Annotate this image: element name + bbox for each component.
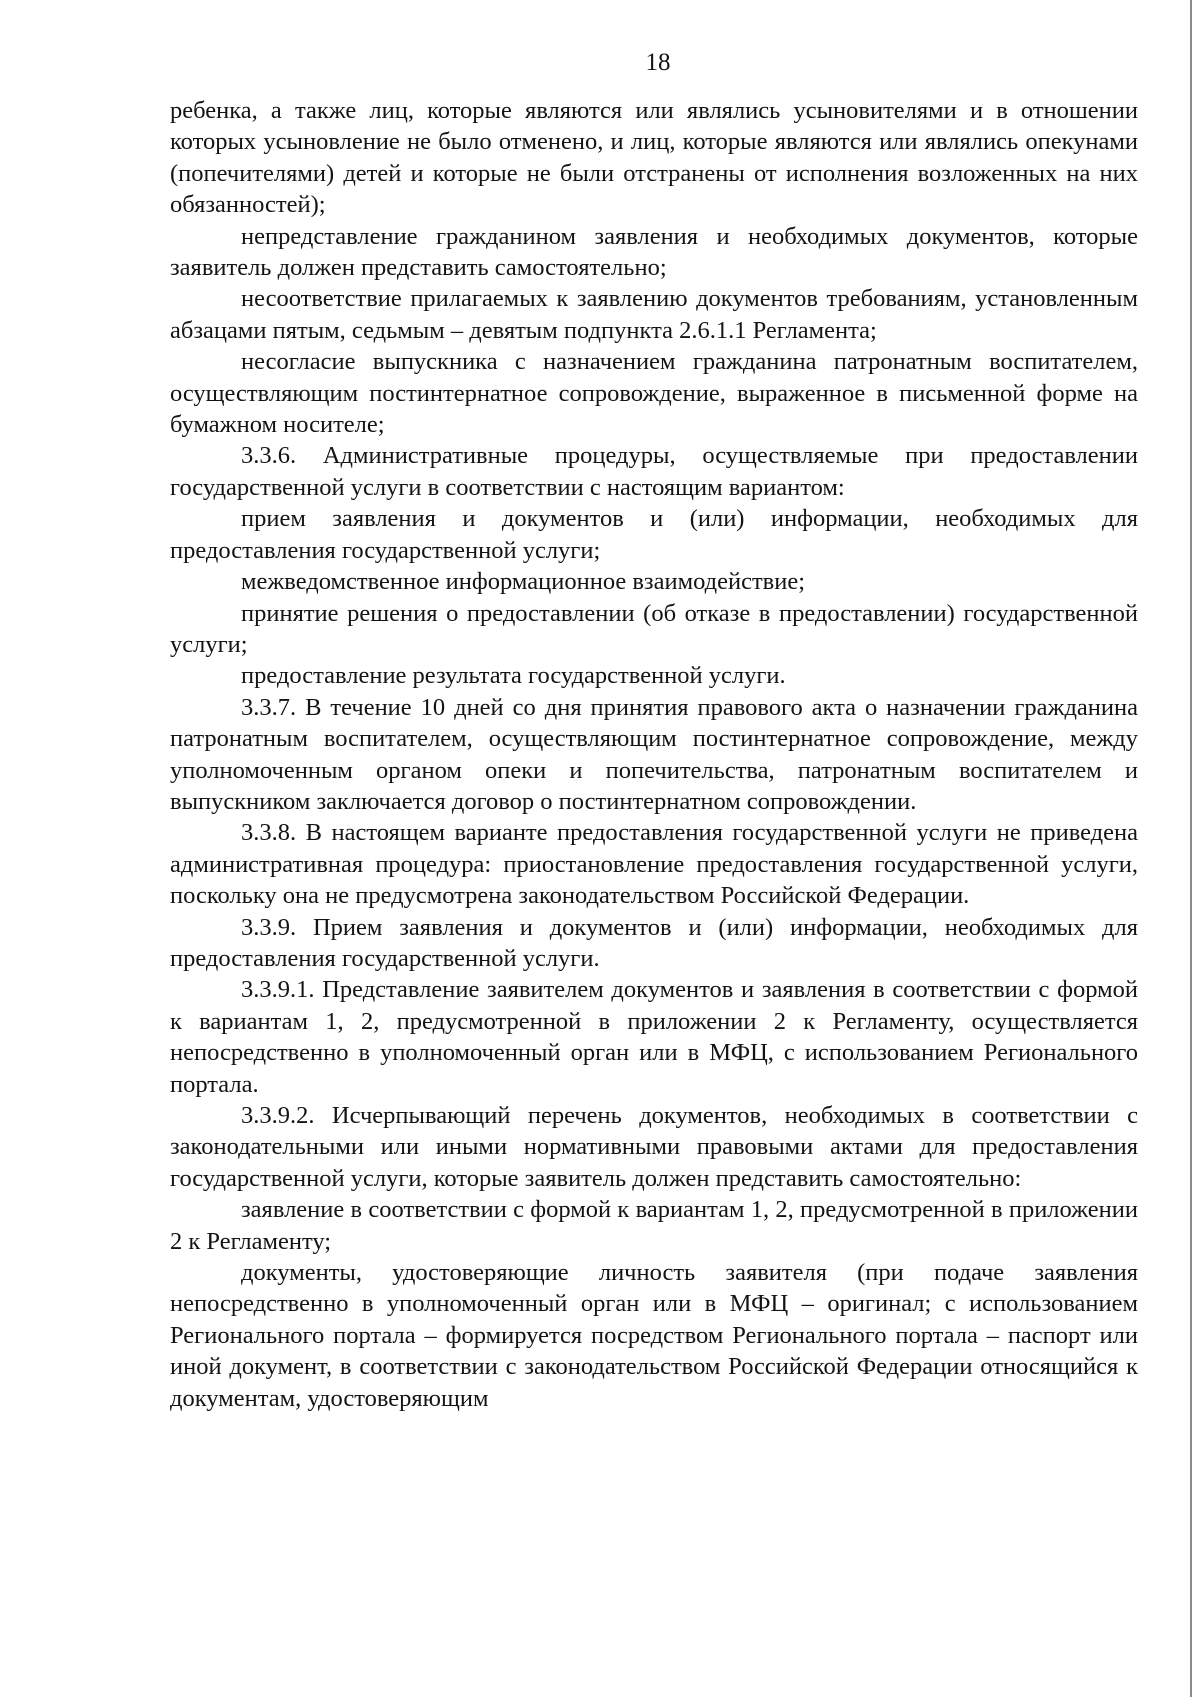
paragraph-3-3-8: 3.3.8. В настоящем варианте предоставления государственной услуги не приведена административная процедура: приостановление предоставления государственной услуги, поскольку она не предусмотрена законодательством Российской Федерации.	[170, 819, 1138, 910]
paragraph-3-3-7: 3.3.7. В течение 10 дней со дня принятия правового акта о назначении гражданина патронатным воспитателем, осуществляющим постинтернатное сопровождение, между уполномоченным органом опеки и попечительства, патронатным воспитателем и выпускником заключается договор о постинтернатном сопровождении.	[170, 693, 1138, 815]
paragraph-refusal-noncompliance: несоответствие прилагаемых к заявлению документов требованиям, установленным абзацами пятым, седьмым – девятым подпункта 2.6.1.1 Регламента;	[170, 285, 1138, 344]
page-number: 18	[645, 49, 671, 76]
document-body	[170, 95, 1138, 1414]
paragraph-refusal-no-documents: непредставление гражданином заявления и необходимых документов, которые заявитель должен представить самостоятельно;	[170, 222, 1138, 282]
paragraph-3-3-9-2: 3.3.9.2. Исчерпывающий перечень документов, необходимых в соответствии с законодательными или иными нормативными правовыми актами для предоставления государственной услуги, которые заявитель должен представить самостоятельно:	[170, 1102, 1138, 1192]
paragraph-document-application: заявление в соответствии с формой к вариантам 1, 2, предусмотренной в приложении 2 к Регламенту;	[170, 1196, 1138, 1255]
paragraph-document-identity: документы, удостоверяющие личность заявителя (при подаче заявления непосредственно в уполномоченный орган или в МФЦ – оригинал; с использованием Регионального портала – формируется посредством Регионального портала – паспорт или иной документ, в соответствии с законодательством Российской Федерации относящийся к документам, удостоверяющим	[170, 1259, 1138, 1412]
page-edge-line	[1190, 0, 1192, 1697]
paragraph-3-3-9: 3.3.9. Прием заявления и документов и (или) информации, необходимых для предоставления государственной услуги.	[170, 913, 1138, 972]
paragraph-procedure-result: предоставление результата государственной услуги.	[241, 662, 786, 690]
paragraph-procedure-decision: принятие решения о предоставлении (об отказе в предоставлении) государственной услуги;	[170, 599, 1138, 658]
paragraph-3-3-9-1: 3.3.9.1. Представление заявителем документов и заявления в соответствии с формой к вариантам 1, 2, предусмотренной в приложении 2 к Регламенту, осуществляется непосредственно в уполномоченный орган или в МФЦ, с использованием Регионального портала.	[170, 976, 1138, 1098]
paragraph-3-3-6: 3.3.6. Административные процедуры, осуществляемые при предоставлении государственной услуги в соответствии с настоящим вариантом:	[170, 442, 1138, 501]
paragraph-procedure-interagency: межведомственное информационное взаимодействие;	[241, 568, 806, 596]
paragraph-refusal-graduate-disagreement: несогласие выпускника с назначением гражданина патронатным воспитателем, осуществляющим постинтернатное сопровождение, выраженное в письменной форме на бумажном носителе;	[170, 348, 1138, 439]
paragraph-continuation: ребенка, а также лиц, которые являются или являлись усыновителями и в отношении которых усыновление не было отменено, и лиц, которые являются или являлись опекунами (попечителями) детей и которые не были отстранены от исполнения возложенных на них обязанностей);	[170, 97, 1138, 219]
paragraph-procedure-reception: прием заявления и документов и (или) информации, необходимых для предоставления государственной услуги;	[170, 505, 1138, 564]
